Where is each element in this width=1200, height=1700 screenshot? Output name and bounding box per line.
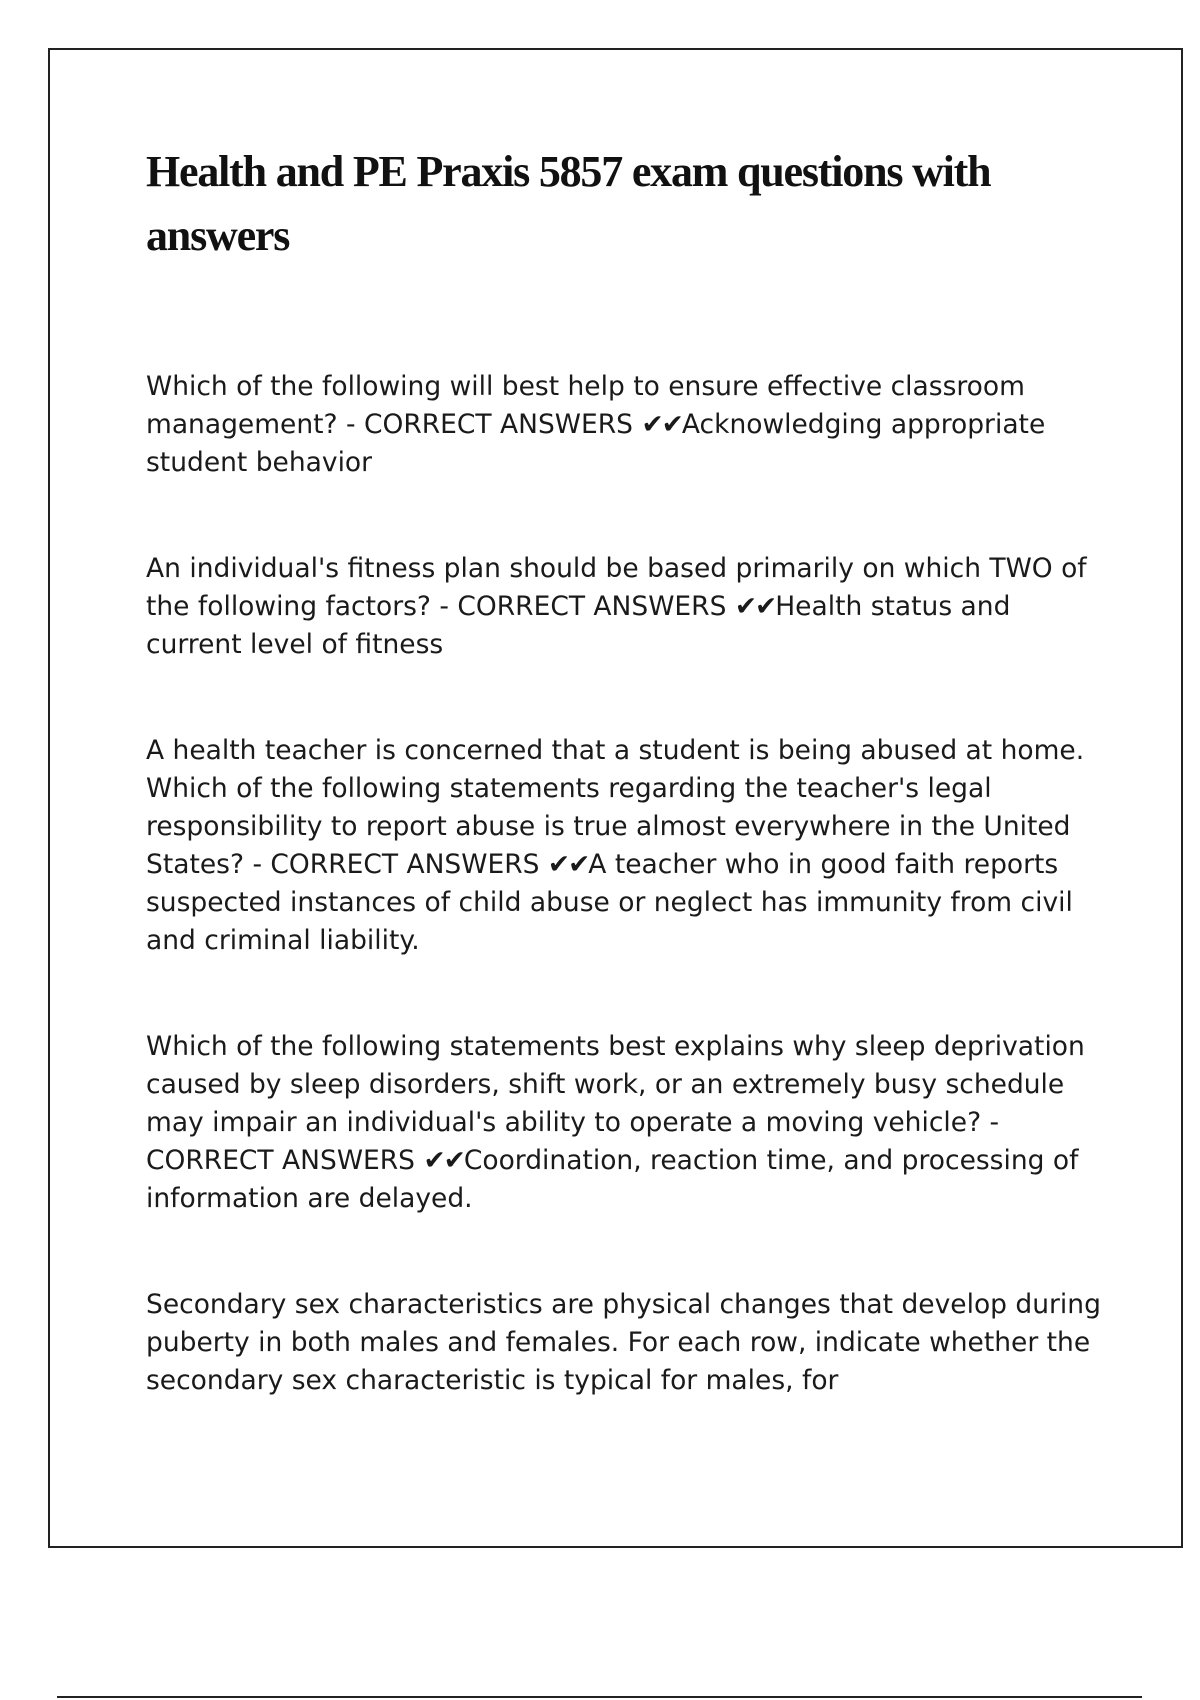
question-text: An individual's fitness plan should be based primarily on which TWO of the following factors? - CORRECT ANSWERS (146, 553, 1087, 622)
question-item (146, 550, 1106, 664)
checkmark-icon: ✔✔ (423, 1145, 464, 1176)
question-item (146, 368, 1106, 482)
question-item (146, 1286, 1106, 1400)
checkmark-icon: ✔✔ (734, 591, 776, 622)
question-text: Which of the following statements best explains why sleep deprivation caused by sleep disorders, shift work, or an extremely busy schedule may impair an individual's ability to operate a moving vehicle? - CORRECT ANSWERS (146, 1031, 1085, 1176)
answer-text: Coordination, reaction time, and processing of information are delayed. (146, 1145, 1079, 1214)
question-text: Which of the following will best help to ensure effective classroom management? - CORRECT ANSWERS (146, 371, 1025, 440)
document-title: Health and PE Praxis 5857 exam questions with answers (146, 147, 991, 260)
question-item (146, 732, 1106, 960)
question-text: A health teacher is concerned that a student is being abused at home. Which of the following statements regarding the teacher's legal responsibility to report abuse is true almost everywhere in the United States? - CORRECT ANSWERS (146, 735, 1085, 880)
checkmark-icon: ✔✔ (547, 849, 589, 880)
checkmark-icon: ✔✔ (641, 409, 682, 440)
footer-divider (57, 1696, 1142, 1698)
answer-text: Health status and current level of fitness (146, 591, 1011, 660)
question-text: Secondary sex characteristics are physical changes that develop during puberty in both males and females. For each row, indicate whether the secondary sex characteristic is typical for males, for (146, 1289, 1101, 1396)
question-list (146, 368, 1106, 1468)
question-item (146, 1028, 1106, 1218)
answer-text: A teacher who in good faith reports suspected instances of child abuse or neglect has immunity from civil and criminal liability. (146, 849, 1073, 956)
answer-text: Acknowledging appropriate student behavior (146, 409, 1046, 478)
